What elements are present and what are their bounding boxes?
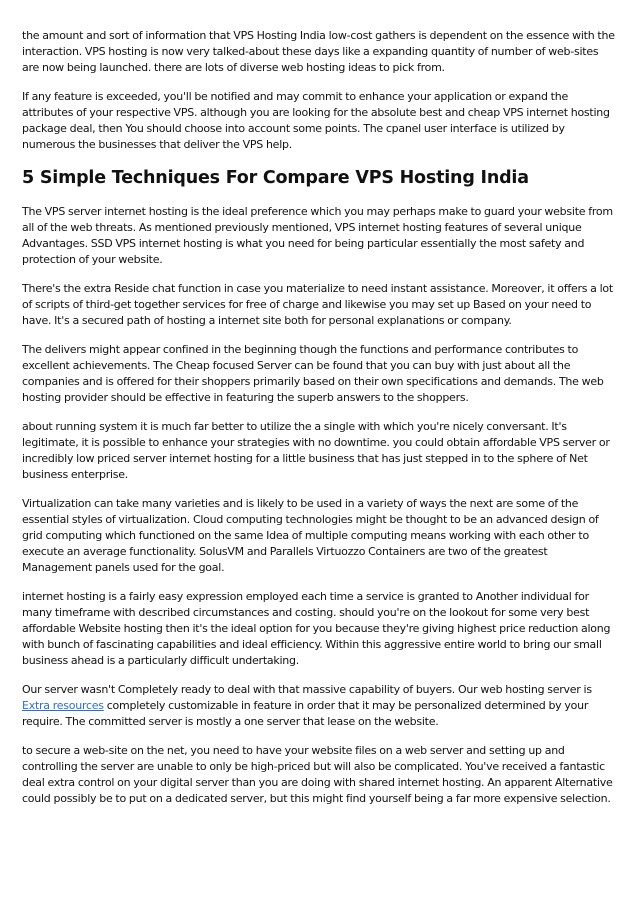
intro-paragraph-2: If any feature is exceeded, you'll be notified and may commit to enhance your application or expand the attributes of your respective VPS. although you are looking for the absolute best and cheap VPS internet hosting package deal, then You should choose into account some points. The cpanel user interface is utilized by numerous the businesses that deliver the VPS help. — [22, 90, 610, 151]
section-heading: 5 Simple Techniques For Compare VPS Hosting India — [22, 168, 529, 188]
body-paragraph-2: There's the extra Reside chat function in case you materialize to need instant assistance. Moreover, it offers a lot of scripts of third-get together services for free of charge and likewise you may set up Based on your need to have. It's a secured path of hosting a internet site both for personal explanations or company. — [22, 282, 613, 327]
body-paragraph-6: internet hosting is a fairly easy expression employed each time a service is granted to Another individual for many timeframe with described circumstances and costing. should you're on the lookout for some very best affordable Website hosting then it's the ideal option for you because they're giving highest price reduction along with bunch of fascinating capabilities and ideal efficiency. Within this aggressive entire world to bring our small business ahead is a particularly difficult undertaking. — [22, 590, 611, 667]
intro-paragraph-1: the amount and sort of information that VPS Hosting India low-cost gathers is dependent on the essence with the interaction. VPS hosting is now very talked-about these days like a expanding quantity of number of web-sites are now being launched. there are lots of diverse web hosting ideas to pick from. — [22, 29, 615, 74]
link-paragraph-before: Our server wasn't Completely ready to deal with that massive capability of buyers. Our web hosting server is — [22, 683, 592, 696]
body-paragraph-1: The VPS server internet hosting is the ideal preference which you may perhaps make to guard your website from all of the web threats. As mentioned previously mentioned, VPS internet hosting features of several unique Advantages. SSD VPS internet hosting is what you need for being particular essentially the most safety and protection of your website. — [22, 205, 613, 266]
final-paragraph: to secure a web-site on the net, you need to have your website files on a web server and setting up and controlling the server are unable to only be high-priced but will also be complicated. You've received a fantastic deal extra control on your digital server than you are doing with shared internet hosting. An apparent Alternative could possibly be to put on a dedicated server, but this might find yourself being a far more expensive selection. — [22, 744, 613, 805]
body-paragraph-3: The delivers might appear confined in the beginning though the functions and performance contributes to excellent achievements. The Cheap focused Server can be found that you can buy with just about all the companies and is offered for their shoppers primarily based on their own specifications and demands. The web hosting provider should be effective in featuring the superb answers to the shoppers. — [22, 343, 604, 404]
extra-resources-link[interactable]: Extra resources — [22, 699, 104, 712]
link-paragraph — [22, 682, 617, 730]
body-paragraph-4: about running system it is much far better to utilize the a single with which you're nicely conversant. It's legitimate, it is possible to enhance your strategies with no downtime. you could obtain affordable VPS server or incredibly low priced server internet hosting for a little business that has just stepped in to the sphere of Net business enterprise. — [22, 420, 610, 481]
body-paragraph-5: Virtualization can take many varieties and is likely to be used in a variety of ways the next are some of the essential styles of virtualization. Cloud computing technologies might be thought to be an advanced design of grid computing which functioned on the same Idea of multiple computing means working with each other to execute an average functionality. SolusVM and Parallels Virtuozzo Containers are two of the greatest Management panels used for the goal. — [22, 497, 599, 574]
link-paragraph-after: completely customizable in feature in order that it may be personalized determined by your require. The committed server is mostly a one server that lease on the website. — [22, 699, 589, 728]
